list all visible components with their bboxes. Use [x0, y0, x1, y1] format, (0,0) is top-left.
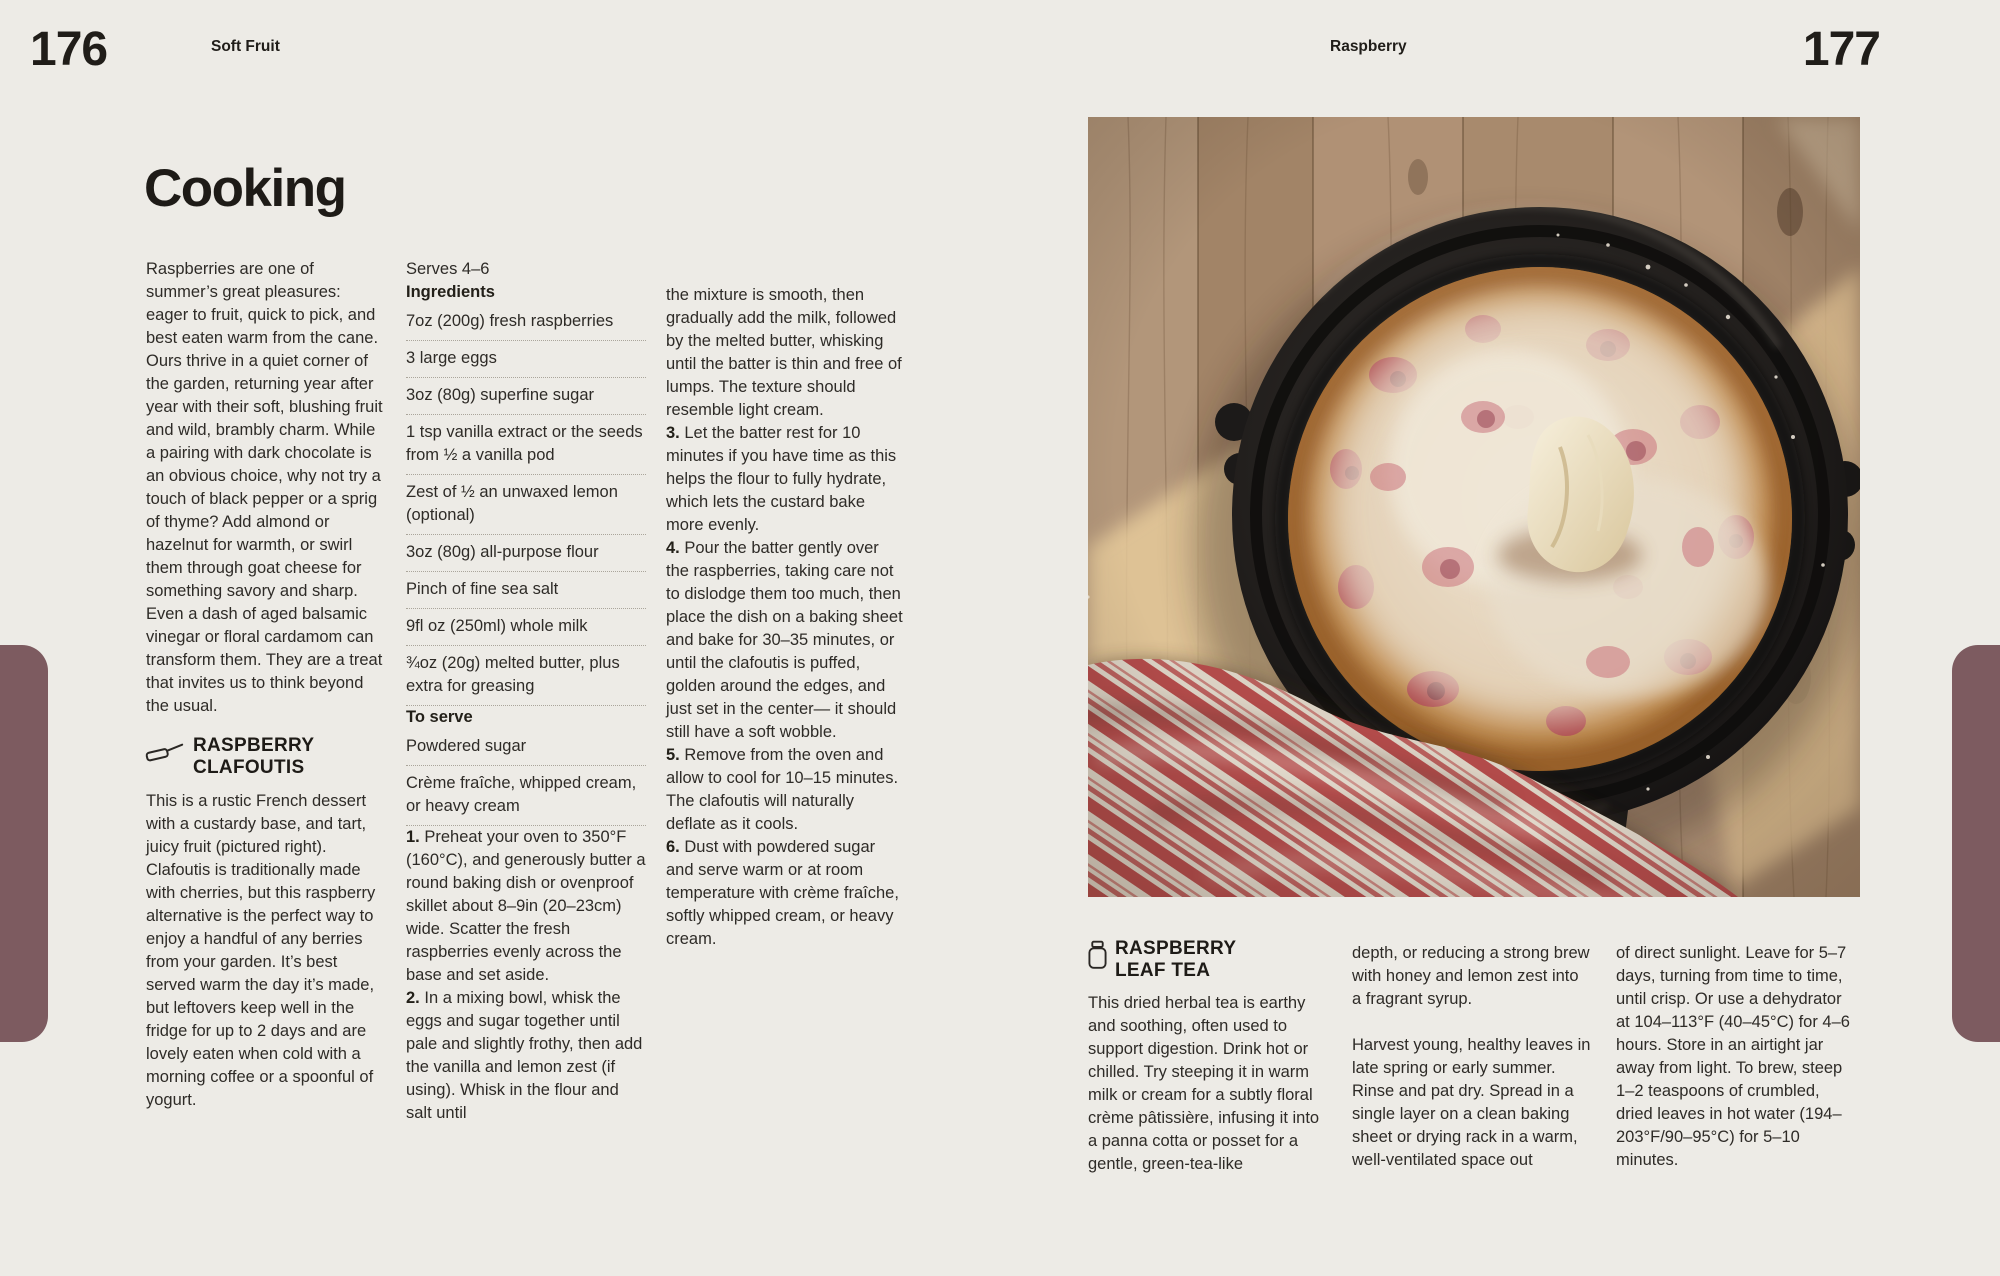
ingredient-row: Pinch of fine sea salt — [406, 572, 646, 609]
tea-heading-text: RASPBERRY LEAF TEA — [1115, 938, 1237, 981]
page-number-left: 176 — [30, 23, 108, 76]
ingredient-row: ¾oz (20g) melted butter, plus extra for greasing — [406, 646, 646, 706]
section-index-tab-left — [0, 645, 48, 1042]
tea-paragraph: of direct sunlight. Leave for 5–7 days, turning from time to time, until crisp. Or use a dehydrator at 104–113°F (40–45°C) for 4–6 hours. Store in an airtight jar away from light. To brew, steep 1–2 teaspoons of crumbled, dried leaves in hot water (194–203°F/90–95°C) for 5–10 minutes. — [1616, 944, 1850, 1169]
tea-column-1 — [1088, 938, 1328, 1176]
recipe-heading — [144, 735, 386, 779]
section-label-right: Raspberry — [1330, 38, 1407, 55]
section-index-tab-right — [1952, 645, 2000, 1042]
to-serve-row: Powdered sugar — [406, 729, 646, 766]
step-continuation: the mixture is smooth, then gradually add the milk, followed by the melted butter, whisking until the batter is thin and free of lumps. The texture should resemble light cream. — [666, 286, 902, 419]
tea-paragraph: depth, or reducing a strong brew with honey and lemon zest into a fragrant syrup. — [1352, 944, 1590, 1008]
left-column-3 — [666, 284, 906, 951]
ingredient-row: 3oz (80g) superfine sugar — [406, 378, 646, 415]
recipe-step: 1. Preheat your oven to 350°F (160°C), and generously butter a round baking dish or ovenproof skillet about 8–9in (20–23cm) wide. Scatter the fresh raspberries evenly across the base and set aside. — [406, 828, 646, 984]
page-number-right: 177 — [1802, 23, 1880, 76]
ingredient-row: 9fl oz (250ml) whole milk — [406, 609, 646, 646]
clafoutis-photo — [1088, 117, 1860, 897]
recipe-step: 2. In a mixing bowl, whisk the eggs and sugar together until pale and slightly frothy, then add the vanilla and lemon zest (if using). Whisk in the flour and salt until — [406, 989, 643, 1122]
recipe-step: 5. Remove from the oven and allow to cool for 10–15 minutes. The clafoutis will naturally deflate as it cools. — [666, 746, 899, 833]
tea-paragraph: Harvest young, healthy leaves in late spring or early summer. Rinse and pat dry. Spread in a single layer on a clean baking sheet or drying rack in a warm, well-ventilated space out — [1352, 1036, 1591, 1169]
tea-paragraph: This dried herbal tea is earthy and soothing, often used to support digestion. Drink hot or chilled. Try steeping it in warm milk or cream for a subtly floral crème pâtissière, infusing it into a panna cotta or posset for a gentle, green-tea-like — [1088, 994, 1320, 1173]
skillet-pan-icon — [144, 738, 184, 771]
page-title: Cooking — [144, 159, 346, 218]
left-column-2 — [406, 258, 646, 1125]
jar-icon — [1088, 940, 1107, 977]
ingredients-label: Ingredients — [406, 283, 495, 301]
serves-line: Serves 4–6 — [406, 260, 490, 278]
ingredient-row: 3oz (80g) all-purpose flour — [406, 535, 646, 572]
ingredient-row: 1 tsp vanilla extract or the seeds from ½ a vanilla pod — [406, 415, 646, 475]
intro-paragraph: Raspberries are one of summer’s great pleasures: eager to fruit, quick to pick, and best eaten warm from the cane. Ours thrive in a quiet corner of the garden, returning year after year with their soft, blushing fruit and wild, brambly charm. While a pairing with dark chocolate is an obvious choice, why not try a touch of black pepper or a sprig of thyme? Add almond or hazelnut for warmth, or swirl them through goat cheese for something savory and sharp. Even a dash of aged balsamic vinegar or floral cardamom can transform them. They are a treat that invites us to think beyond the usual. — [146, 260, 383, 715]
left-column-1 — [146, 258, 386, 1112]
tea-column-3 — [1616, 942, 1858, 1172]
tea-column-2 — [1352, 942, 1592, 1172]
ingredient-row: Zest of ½ an unwaxed lemon (optional) — [406, 475, 646, 535]
recipe-step: 6. Dust with powdered sugar and serve warm or at room temperature with crème fraîche, softly whipped cream, or heavy cream. — [666, 838, 899, 948]
section-label-left: Soft Fruit — [211, 38, 280, 55]
recipe-step: 4. Pour the batter gently over the raspberries, taking care not to dislodge them too much, then place the dish on a baking sheet and bake for 30–35 minutes, or until the clafoutis is puffed, golden around the edges, and just set in the center— it should still have a soft wobble. — [666, 539, 903, 741]
recipe-step: 3. Let the batter rest for 10 minutes if you have time as this helps the flour to fully hydrate, which lets the custard bake more evenly. — [666, 424, 897, 534]
ingredient-row: 3 large eggs — [406, 341, 646, 378]
ingredient-row: 7oz (200g) fresh raspberries — [406, 304, 646, 341]
recipe-heading-text: RASPBERRY CLAFOUTIS — [193, 735, 315, 778]
to-serve-row: Crème fraîche, whipped cream, or heavy cream — [406, 766, 646, 826]
recipe-description: This is a rustic French dessert with a custardy base, and tart, juicy fruit (pictured right). Clafoutis is traditionally made with cherries, but this raspberry alternative is the perfect way to enjoy a handful of any berries from your garden. It’s best served warm the day it’s made, but leftovers keep well in the fridge for up to 2 days and are lovely eaten when cold with a morning coffee or a spoonful of yogurt. — [146, 792, 376, 1109]
to-serve-label: To serve — [406, 708, 473, 726]
tea-heading — [1088, 938, 1328, 982]
